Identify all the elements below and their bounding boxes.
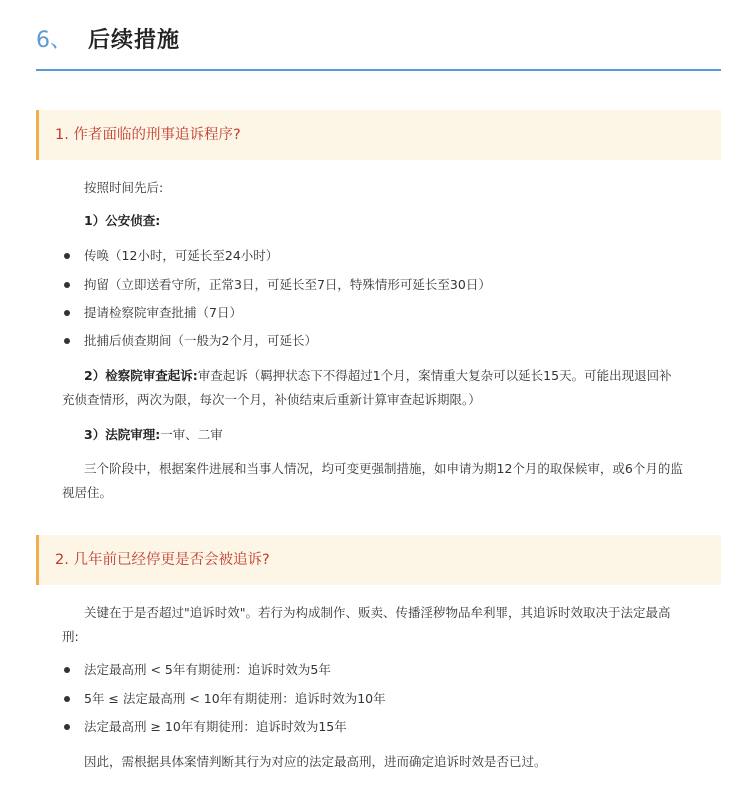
question-callout-1	[36, 110, 721, 160]
bullet-dot	[64, 667, 70, 673]
stage1-label: 1）公安侦查:	[84, 213, 161, 228]
q1-intro: 按照时间先后:	[84, 180, 164, 195]
q2-conclusion: 因此，需根据具体案情判断其行为对应的法定最高刑，进而确定追诉时效是否已过。	[84, 754, 547, 769]
list-item-text: 传唤（12小时，可延长至24小时）	[84, 248, 279, 263]
bullet-dot	[64, 338, 70, 344]
bullet-dot	[64, 282, 70, 288]
list-item-text: 批捕后侦查期间（一般为2个月，可延长）	[84, 333, 317, 348]
list-item-text: 5年 ≤ 法定最高刑 < 10年有期徒刑：追诉时效为10年	[84, 691, 386, 706]
bullet-dot	[64, 310, 70, 316]
question-title-2: 2. 几年前已经停更是否会被追诉?	[55, 552, 270, 568]
section-header	[36, 26, 721, 71]
section-number: 6、	[36, 28, 72, 53]
list-item-text: 拘留（立即送看守所，正常3日，可延长至7日，特殊情形可延长至30日）	[84, 277, 491, 292]
list-item-text: 法定最高刑 ≥ 10年有期徒刑：追诉时效为15年	[84, 719, 347, 734]
stage2-text-line1: 审查起诉（羁押状态下不得超过1个月，案情重大复杂可以延长15天。可能出现退回补	[197, 368, 672, 383]
section-title: 后续措施	[88, 28, 181, 53]
bullet-dot	[64, 724, 70, 730]
bullet-dot	[64, 253, 70, 259]
stage2-label: 2）检察院审查起诉:	[84, 368, 198, 383]
summary-line1: 三个阶段中，根据案件进展和当事人情况，均可变更强制措施，如申请为期12个月的取保候审，或6个月的监	[84, 461, 683, 476]
summary-line2: 视居住。	[62, 485, 113, 500]
stage2-paragraph	[84, 366, 672, 386]
q2-intro-line2: 刑:	[62, 629, 79, 644]
bullet-dot	[64, 696, 70, 702]
list-item-text: 法定最高刑 < 5年有期徒刑：追诉时效为5年	[84, 662, 331, 677]
stage2-text-line2: 充侦查情形，两次为限，每次一个月，补侦结束后重新计算审查起诉期限。）	[62, 392, 481, 407]
stage3-label: 3）法院审理:	[84, 427, 161, 442]
question-title-1: 1. 作者面临的刑事追诉程序?	[55, 127, 241, 143]
stage3-paragraph	[84, 425, 223, 445]
list-item-text: 提请检察院审查批捕（7日）	[84, 305, 242, 320]
q2-intro-line1: 关键在于是否超过"追诉时效"。若行为构成制作、贩卖、传播淫秽物品牟利罪，其追诉时效取决于法定最高	[84, 605, 671, 620]
stage3-text: 一审、二审	[160, 427, 223, 442]
question-callout-2	[36, 535, 721, 585]
